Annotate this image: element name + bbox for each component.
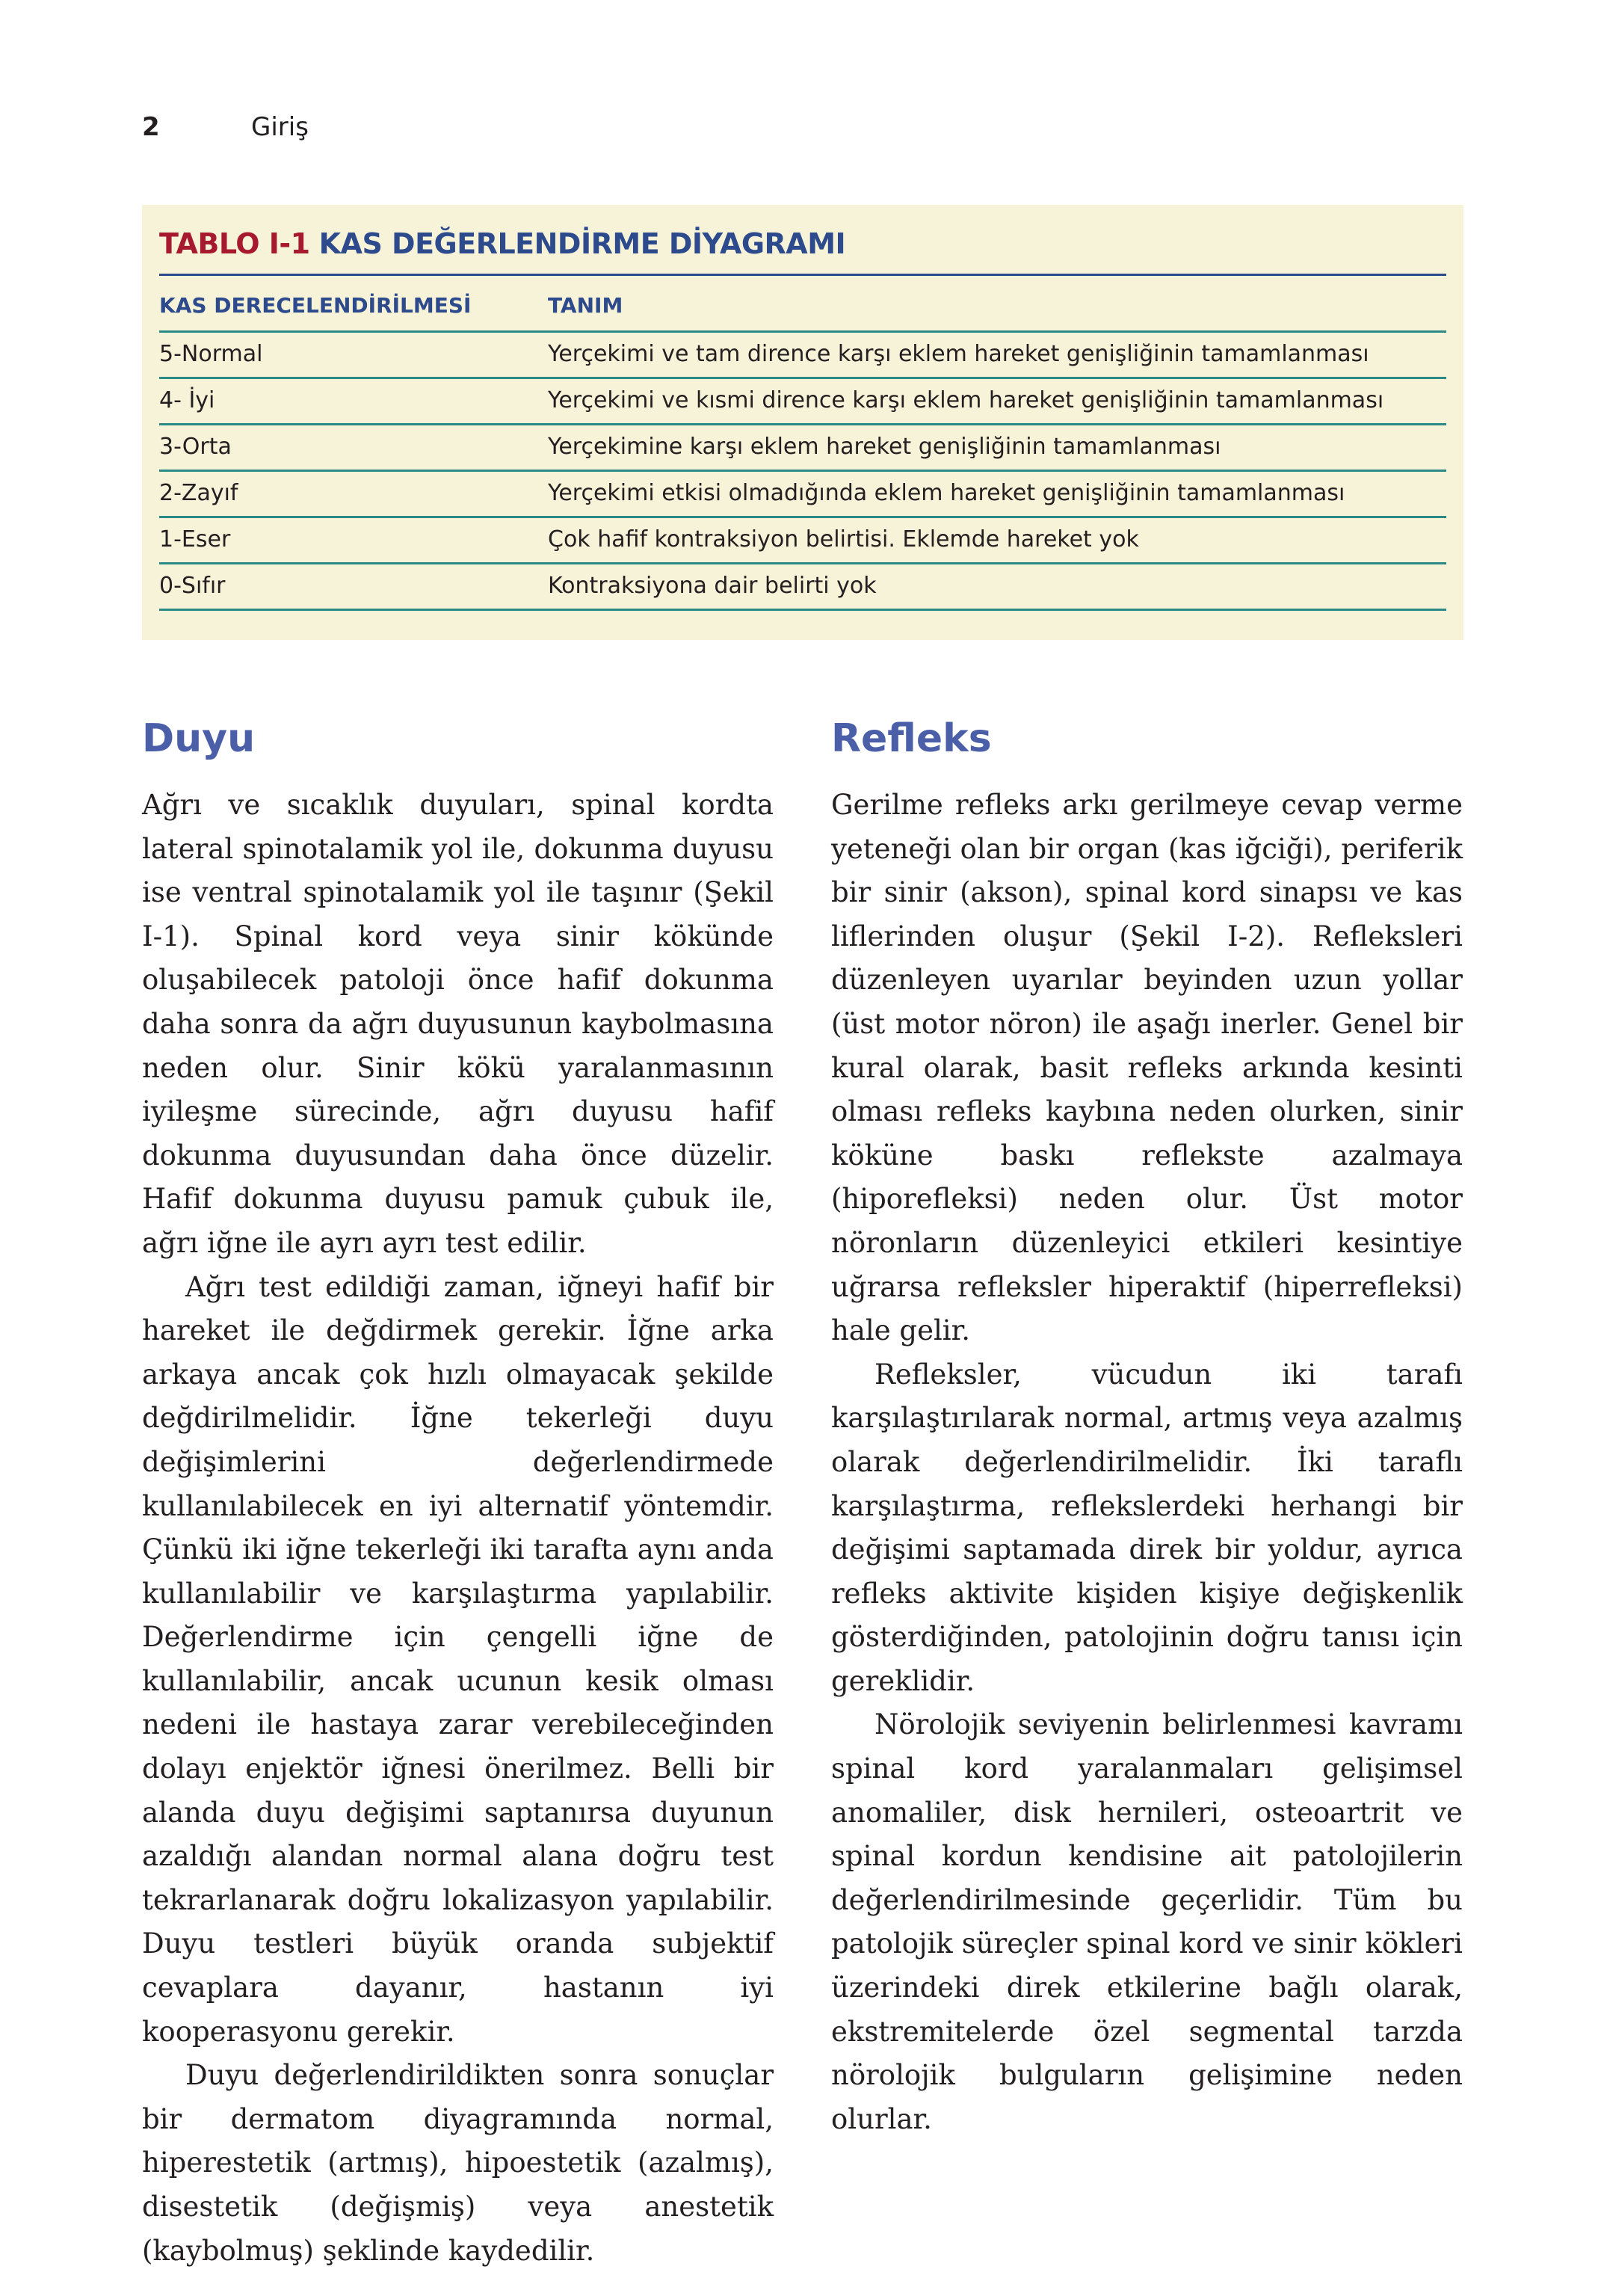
table-cell-grade: 3-Orta — [159, 434, 232, 460]
running-head-section: Giriş — [251, 112, 309, 142]
table-cell-definition: Yerçekimi etkisi olmadığında eklem hareket genişliğinin tamamlanması — [548, 480, 1345, 506]
muscle-grading-table — [142, 205, 1463, 640]
paragraph: Duyu değerlendirildikten sonra sonuçlar bir dermatom diyagramında normal, hiperestetik (artmış), hipoestetik (azalmış), disestetik (değişmiş) veya anestetik (kaybolmuş) şeklinde kaydedilir. — [142, 2059, 774, 2267]
paragraph: Ağrı test edildiği zaman, iğneyi hafif bir hareket ile değdirmek gerekir. İğne arka arkaya ancak çok hızlı olmayacak şekilde değdirilmelidir. İğne tekerleği duyu değişimlerini değerlendirmede kullanılabilecek en iyi alternatif yöntemdir. Çünkü iki iğne tekerleği iki tarafta aynı anda kullanılabilir ve karşılaştırma yapılabilir. Değerlendirme için çengelli iğne de kullanılabilir, ancak ucunun kesik olması nedeni ile hastaya zarar verebileceğinden dolayı enjektör iğnesi önerilmez. Belli bir alanda duyu değişimi saptanırsa duyunun azaldığı alandan normal alana doğru test tekrarlanarak doğru lokalizasyon yapılabilir. Duyu testleri büyük oranda subjektif cevaplara dayanır, hastanın iyi kooperasyonu gerekir. — [142, 1270, 774, 2048]
running-head — [142, 112, 309, 142]
table-row-rule — [159, 423, 1446, 425]
table-row-rule — [159, 516, 1446, 518]
right-column-text — [831, 784, 1463, 2141]
table-cell-grade: 2-Zayıf — [159, 480, 238, 506]
table-header-definition: TANIM — [548, 293, 623, 318]
table-top-rule — [159, 274, 1446, 276]
left-column-text — [142, 784, 774, 2273]
paragraph: Nörolojik seviyenin belirlenmesi kavramı spinal kord yaralanmaları gelişimsel anomaliler, disk hernileri, osteoartrit ve spinal kordun kendisine ait patolojilerin değerlendirilmesinde geçerlidir. Tüm bu patolojik süreçler spinal kord ve sinir kökleri üzerindeki direk etkilerine bağlı olarak, ekstremitelerde özel segmental tarzda nörolojik bulguların gelişimine neden olurlar. — [831, 1708, 1463, 2135]
table-cell-grade: 0-Sıfır — [159, 573, 226, 599]
paragraph: Refleksler, vücudun iki tarafı karşılaştırılarak normal, artmış veya azalmış olarak değerlendirilmelidir. İki taraflı karşılaştırma, reflekslerdeki herhangi bir değişimi saptamada direk bir yoldur, ayrıca refleks aktivite kişiden kişiye değişkenlik gösterdiğinden, patolojinin doğru tanısı için gereklidir. — [831, 1358, 1463, 1697]
table-row-rule — [159, 470, 1446, 472]
table-cell-definition: Çok hafif kontraksiyon belirtisi. Eklemde hareket yok — [548, 526, 1139, 553]
table-title — [159, 227, 845, 260]
table-row-rule — [159, 377, 1446, 379]
table-cell-grade: 1-Eser — [159, 526, 231, 553]
table-name: KAS DEĞERLENDİRME DİYAGRAMI — [318, 227, 846, 260]
table-code: TABLO I-1 — [159, 227, 310, 260]
section-heading-duyu: Duyu — [142, 716, 256, 761]
table-cell-definition: Yerçekimi ve kısmi dirence karşı eklem hareket genişliğinin tamamlanması — [548, 387, 1384, 413]
table-cell-definition: Yerçekimi ve tam dirence karşı eklem hareket genişliğinin tamamlanması — [548, 341, 1369, 367]
table-cell-grade: 4- İyi — [159, 387, 215, 413]
table-header-rule — [159, 330, 1446, 333]
table-bottom-rule — [159, 609, 1446, 611]
section-heading-refleks: Refleks — [831, 716, 992, 761]
table-row-rule — [159, 562, 1446, 564]
page-number: 2 — [142, 112, 160, 142]
table-cell-definition: Yerçekimine karşı eklem hareket genişliğinin tamamlanması — [548, 434, 1221, 460]
paragraph: Gerilme refleks arkı gerilmeye cevap verme yeteneği olan bir organ (kas iğciği), periferik bir sinir (akson), spinal kord sinapsı ve kas liflerinden oluşur (Şekil I-2). Refleksleri düzenleyen uyarılar beyinden uzun yollar (üst motor nöron) ile aşağı inerler. Genel bir kural olarak, basit refleks arkında kesinti olması refleks kaybına neden olurken, sinir köküne baskı reflekste azalmaya (hiporefleksi) neden olur. Üst motor nöronların düzenleyici etkileri kesintiye uğrarsa refleksler hiperaktif (hiperrefleksi) hale gelir. — [831, 789, 1463, 1347]
table-header-grade: KAS DERECELENDİRİLMESİ — [159, 293, 472, 318]
paragraph: Ağrı ve sıcaklık duyuları, spinal kordta lateral spinotalamik yol ile, dokunma duyusu ise ventral spinotalamik yol ile taşınır (Şekil I-1). Spinal kord veya sinir kökünde oluşabilecek patoloji önce hafif dokunma daha sonra da ağrı duyusunun kaybolmasına neden olur. Sinir kökü yaralanmasının iyileşme sürecinde, ağrı duyusu hafif dokunma duyusundan daha önce düzelir. Hafif dokunma duyusu pamuk çubuk ile, ağrı iğne ile ayrı ayrı test edilir. — [142, 789, 774, 1259]
table-cell-definition: Kontraksiyona dair belirti yok — [548, 573, 877, 599]
table-cell-grade: 5-Normal — [159, 341, 263, 367]
